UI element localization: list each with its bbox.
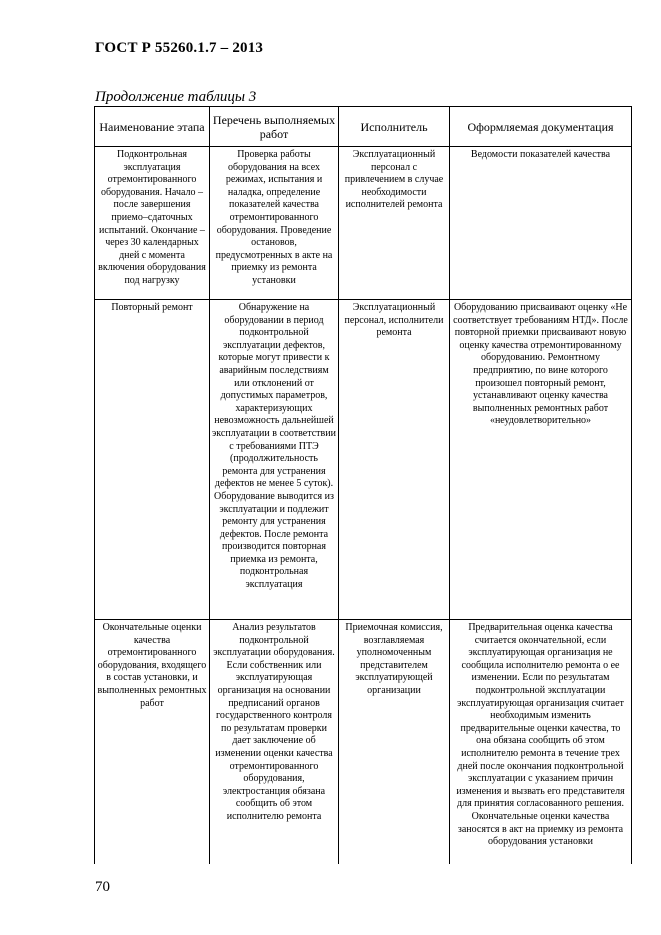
table-header-row: [95, 107, 632, 147]
cell-works: Обнаружение на оборудовании в период подконтрольной эксплуатации дефектов, которые могут привести к аварийным последствиям или отклонений от допустимых параметров, характеризующих невозможность дальнейшей эксплуатации в соответствии с требованиями ПТЭ (продолжительность ремонта для устранения дефектов не менее 5 суток). Оборудование выводится из эксплуатации и подлежит ремонту для устранения дефектов. После ремонта производится повторная приемка из ремонта, подконтрольная эксплуатация: [210, 300, 339, 620]
cell-works: Проверка работы оборудования на всех режимах, испытания и наладка, определение показателей качества отремонтированного оборудования. Проведение остановов, предусмотренных в акте на приемку из ремонта установки: [210, 147, 339, 300]
work-stages-table: [94, 106, 632, 864]
document-header: ГОСТ Р 55260.1.7 – 2013: [95, 40, 264, 56]
cell-stage: Окончательные оценки качества отремонтированного оборудования, входящего в состав установки, и выполненных ремонтных работ: [95, 620, 210, 864]
table-caption: Продолжение таблицы 3: [95, 89, 257, 105]
cell-executor: Приемочная комиссия, возглавляемая уполномоченным представителем эксплуатирующей организации: [339, 620, 450, 864]
page-number: 70: [95, 879, 110, 895]
cell-docs: Оборудованию присваивают оценку «Не соответствует требованиям НТД». После повторной приемки присваивают новую оценку качества отремонтированному оборудованию. Ремонтному предприятию, по вине которого произошел повторный ремонт, устанавливают оценку качества выполненных ремонтных работ «неудовлетворительно»: [450, 300, 632, 620]
table-row: [95, 147, 632, 300]
cell-works: Анализ результатов подконтрольной эксплуатации оборудования. Если собственник или эксплуатирующая организация на основании предписаний органов государственного контроля по результатам проверки дает заключение об изменении оценки качества отремонтированного оборудования, электростанция обязана сообщить об этом исполнителю ремонта: [210, 620, 339, 864]
cell-stage: Повторный ремонт: [95, 300, 210, 620]
cell-executor: Эксплуатационный персонал, исполнители ремонта: [339, 300, 450, 620]
table-row: [95, 300, 632, 620]
cell-docs: Предварительная оценка качества считается окончательной, если эксплуатирующая организация не сообщила исполнителю ремонта о ее изменении. Если по результатам подконтрольной эксплуатации эксплуатирующая организация считает необходимым изменить предварительные оценки качества, то она обязана сообщить об этом исполнителю ремонта в течение трех дней после окончания подконтрольной эксплуатации с указанием причин изменения и вызвать его представителя для принятия согласованного решения. Окончательные оценки качества заносятся в акт на приемку из ремонта оборудования установки: [450, 620, 632, 864]
column-header-docs: Оформляемая документация: [450, 107, 632, 147]
column-header-works: Перечень выполняемых работ: [210, 107, 339, 147]
table-row: [95, 620, 632, 864]
column-header-executor: Исполнитель: [339, 107, 450, 147]
column-header-stage: Наименование этапа: [95, 107, 210, 147]
cell-executor: Эксплуатационный персонал с привлечением в случае необходимости исполнителей ремонта: [339, 147, 450, 300]
cell-stage: Подконтрольная эксплуатация отремонтированного оборудования. Начало – после завершения приемо–сдаточных испытаний. Окончание – через 30 календарных дней с момента включения оборудования под нагрузку: [95, 147, 210, 300]
cell-docs: Ведомости показателей качества: [450, 147, 632, 300]
